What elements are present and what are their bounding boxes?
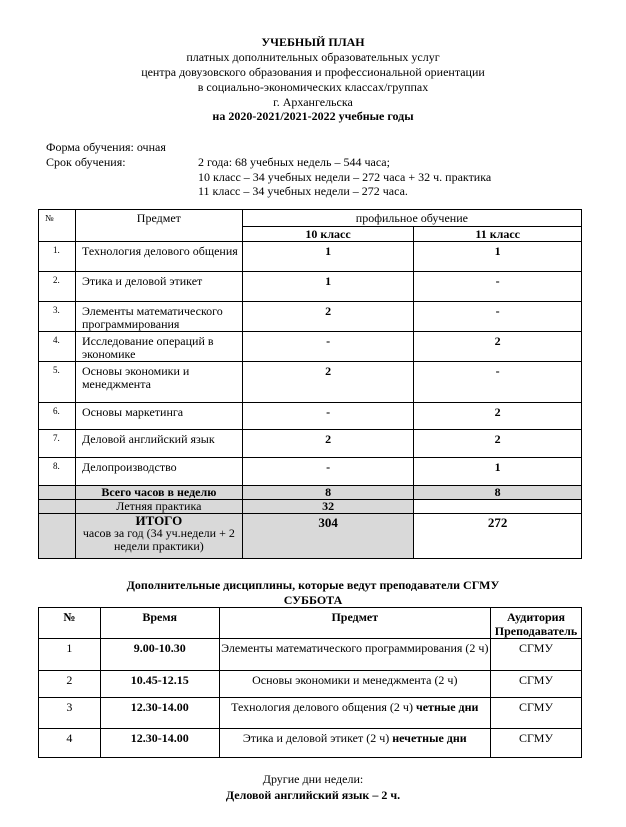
study-plan-table xyxy=(38,209,582,559)
total-week-10: 8 xyxy=(242,486,414,500)
itogo-cell xyxy=(75,514,242,559)
header-line-1: платных дополнительных образовательных услуг xyxy=(186,50,440,64)
extra-day: СУББОТА xyxy=(283,593,343,607)
col-header-time: Время xyxy=(100,608,219,639)
itogo-11: 272 xyxy=(414,514,582,559)
table-row: 4 12.30-14.00 Этика и деловой этикет (2 ч) нечетные дни СГМУ xyxy=(39,729,582,758)
col-header-subject: Предмет xyxy=(219,608,490,639)
summer-practice-label: Летняя практика xyxy=(75,500,242,514)
col-header-number: № xyxy=(39,210,76,242)
itogo-label: ИТОГО xyxy=(135,513,183,528)
header-line-4: г. Архангельска xyxy=(273,95,353,109)
table-row: 8. Делопроизводство - 1 xyxy=(39,458,582,486)
summer-practice-10: 32 xyxy=(242,500,414,514)
total-week-label: Всего часов в неделю xyxy=(75,486,242,500)
footer-line-2: Деловой английский язык – 2 ч. xyxy=(225,788,401,802)
col-header-subject: Предмет xyxy=(75,210,242,242)
col-header-11-class: 11 класс xyxy=(414,227,582,242)
footer-line-1: Другие дни недели: xyxy=(262,772,364,786)
table-row: 7. Деловой английский язык 2 2 xyxy=(39,430,582,458)
col-header-number: № xyxy=(39,608,101,639)
table-row: 5. Основы экономики и менеджмента 2 - xyxy=(39,362,582,403)
extra-disciplines-table xyxy=(38,607,582,758)
itogo-sub: часов за год (34 уч.недели + 2 недели практики) xyxy=(82,526,235,553)
table-row: 2. Этика и деловой этикет 1 - xyxy=(39,272,582,302)
duration-line-1: 2 года: 68 учебных недель – 544 часа; xyxy=(198,155,390,169)
plan-title: УЧЕБНЫЙ ПЛАН xyxy=(261,35,365,49)
col-header-profile: профильное обучение xyxy=(242,210,581,227)
col-header-room: Аудитория Преподаватель xyxy=(491,608,582,639)
extra-title: Дополнительные дисциплины, которые ведут преподаватели СГМУ xyxy=(126,578,500,592)
table-row: 1 9.00-10.30 Элементы математического программирования (2 ч) СГМУ xyxy=(39,639,582,671)
header-line-2: центра довузовского образования и профессиональной ориентации xyxy=(141,65,485,79)
duration-label: Срок обучения: xyxy=(46,155,126,169)
total-week-11: 8 xyxy=(414,486,582,500)
table-row: 2 10.45-12.15 Основы экономики и менеджмента (2 ч) СГМУ xyxy=(39,671,582,698)
table-row: 3 12.30-14.00 Технология делового общения (2 ч) четные дни СГМУ xyxy=(39,698,582,729)
total-week-row xyxy=(39,486,582,500)
header-line-3: в социально-экономических классах/группах xyxy=(197,80,429,94)
table-row: 3. Элементы математического программирования 2 - xyxy=(39,302,582,332)
table-row: 4. Исследование операций в экономике - 2 xyxy=(39,332,582,362)
table-row: 1. Технология делового общения 1 1 xyxy=(39,242,582,272)
study-form: Форма обучения: очная xyxy=(46,140,166,154)
header-years: на 2020-2021/2021-2022 учебные годы xyxy=(212,109,414,123)
duration-line-3: 11 класс – 34 учебных недели – 272 часа. xyxy=(198,184,408,198)
col-header-10-class: 10 класс xyxy=(242,227,414,242)
itogo-row xyxy=(39,514,582,559)
duration-line-2: 10 класс – 34 учебных недели – 272 часа + 32 ч. практика xyxy=(198,170,492,184)
summer-practice-row xyxy=(39,500,582,514)
table-row: 6. Основы маркетинга - 2 xyxy=(39,403,582,430)
itogo-10: 304 xyxy=(242,514,414,559)
